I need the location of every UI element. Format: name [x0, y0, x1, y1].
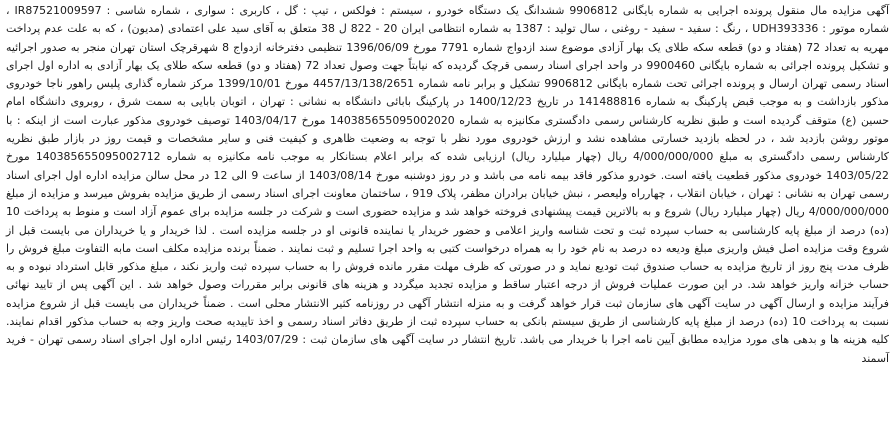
notice-body-text: آگهی مزایده مال منقول پرونده اجرایی به شماره بایگانی 9906812 ششدانگ یک دستگاه خودرو ، سیستم : فولکس ، تیپ : گل ، کاربری : سواری ، شماره شاسی : IR87521009597 ، شماره موتور : UDH393336 ، رنگ : سفید - سفید - روغنی ، سال تولید : 1387 به شماره انتظامی ایران 20 - 822 ل 38 متعلق به آقای سید علی اعتمادی (مدیون) ، که به علت عدم پرداخت مهریه به تعداد 72 (هفتاد و دو) قطعه سکه طلای یک بهار آزادی موضوع سند ازدواج شماره 7791 مورخ 1396/06/09 تنظیمی دفترخانه ازدواج 8 شهرقرچک استان تهران منجر به صدور اجرائیه و تشکیل پرونده اجرائی به شماره بایگانی 9900460 در واحد اجرای اسناد رسمی قرچک گردیده که نیابتاً جهت وصول تعداد 72 (هفتاد و دو) قطعه سکه طلای یک بهار آزادی به اداره اول اجرای اسناد رسمی تهران ارسال و پرونده اجرائی تحت شماره بایگانی 9906812 تشکیل و برابر نامه شماره 4457/13/138/2651 مورخ 1399/10/01 مرکز شماره گذاری پلیس راهور ناجا خودروی مذکور بازداشت و به موجب قبض پارکینگ به شماره 141488816 در تاریخ 1400/12/23 در پارکینگ بابائی دانشگاه به نشانی : تهران ، اتوبان بابایی به سمت شرق ، روبروی دانشگاه امام حسین (ع) متوقف گردیده است و طبق نظریه کارشناس رسمی دادگستری مکانیزه به شماره 140385655095002020 مورخ 1403/04/17 توصیف خودروی مذکور عبارت است از اینکه : با موتور روشن بازدید شد ، در لحظه بازدید خسارتی مشاهده نشد و ارزش خودروی مورد نظر با توجه به وضعیت ظاهری و کیفیت فنی و سایر مشخصات و قیمت روز در بازار طبق نظریه کارشناس رسمی دادگستری به مبلغ 4/000/000/000 ریال (چهار میلیارد ریال) ارزیابی شده که برابر اعلام بستانکار به موجب نامه مکانیزه به شماره 140385655095002712 مورخ 1403/05/22 خودروی مذکور قطعیت یافته است. خودرو مذکور فاقد بیمه نامه می باشد و در روز دوشنبه مورخ 1403/08/14 از ساعت 9 الی 12 در محل سالن مزایده اداره اول اجرای اسناد رسمی تهران به نشانی : تهران ، خیابان انقلاب ، چهارراه ولیعصر ، نبش خیابان برادران مظفر، پلاک 919 ، ساختمان معاونت اجرای اسناد رسمی از طریق مزایده بفروش میرسد و مزایده از مبلغ 4/000/000/000 ریال (چهار میلیارد ریال) شروع و به بالاترین قیمت پیشنهادی فروخته خواهد شد و مزایده حضوری است و شرکت در جلسه مزایده برای عموم آزاد است و منوط به پرداخت 10 (ده) درصد از مبلغ پایه کارشناسی به حساب سپرده ثبت و تحت شناسه واریز اعلامی و حضور خریدار یا نماینده قانونی او در جلسه مزایده است . لذا خریدار و یا خریداران می بایست قبل از شروع وقت مزایده اصل فیش واریزی مبلغ ودیعه ده درصد به نام خود را به همراه درخواست کتبی به واحد اجرا تسلیم و ثبت نمایند . ضمناً برنده مزایده مکلف است مابه التفاوت مبلغ فروش را ظرف مدت پنج روز از تاریخ مزایده به حساب صندوق ثبت تودیع نماید و در صورتی که ظرف مهلت مقرر مانده فروش را به حساب سپرده ثبت واریز نکند ، مبلغ مذکور قابل استرداد نبوده و به حساب خزانه واریز خواهد شد. در این صورت عملیات فروش از درجه اعتبار ساقط و مزایده تجدید میگردد و هزینه های قانونی برابر مقررات وصول خواهد شد . این آگهی پس از تایید نهائی فرآیند مزایده و ارسال آگهی در سایت آگهی های سازمان ثبت قرار خواهد گرفت و به منزله انتشار آگهی در روزنامه کثیر الانتشار محلی است . ضمناً خریداران می بایست قبل از شروع مزایده نسبت به پرداخت 10 (ده) درصد از مبلغ پایه کارشناسی از طریق سیستم بانکی به حساب سپرده ثبت از طریق دفاتر اسناد رسمی و اخذ تاییدیه صحت واریز وجه به حساب مذکور اقدام نمایند. کلیه هزینه ها و بدهی های مورد مزایده مطابق آیین نامه اجرا با خریدار می باشد. تاریخ انتشار در سایت آگهی های سازمان ثبت : 1403/07/29 رئیس اداره اول اجرای اسناد رسمی تهران - فرید آسمند — [6, 4, 890, 365]
